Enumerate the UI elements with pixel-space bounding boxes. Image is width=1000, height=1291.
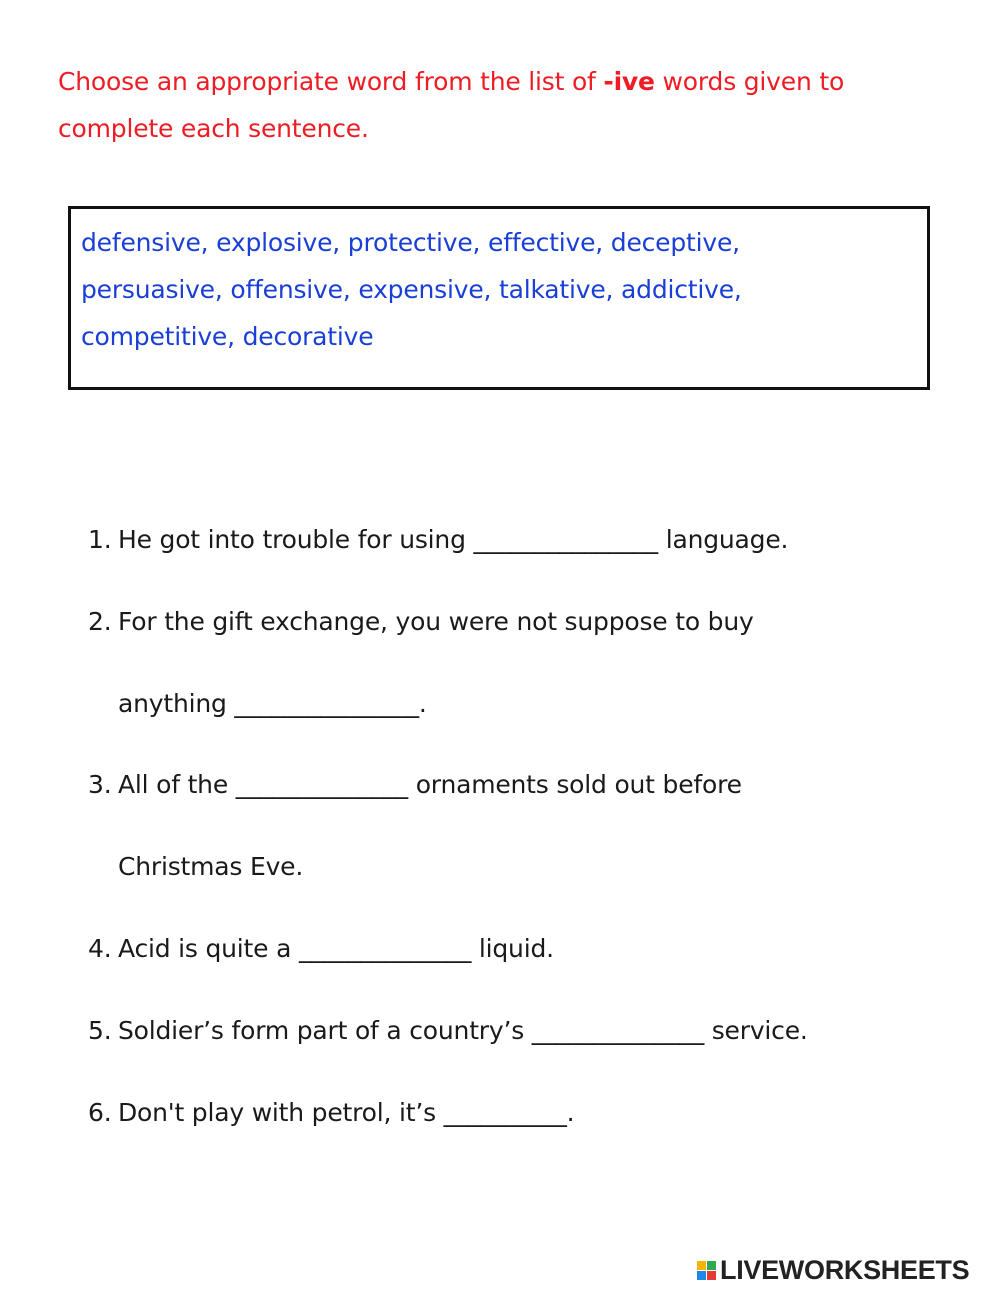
logo-square (697, 1271, 706, 1280)
question-1 (88, 520, 788, 560)
liveworksheets-logo (697, 1254, 969, 1286)
question-text: Don't play with petrol, it’s __________. (118, 1098, 575, 1127)
instructions-text (58, 58, 958, 152)
question-3-continuation: Christmas Eve. (118, 852, 304, 881)
question-6 (88, 1093, 574, 1133)
logo-square (707, 1271, 716, 1280)
instructions-suffix: -ive (603, 67, 655, 96)
word-bank-box (68, 206, 930, 390)
instructions-part2: words given to complete each sentence. (58, 67, 845, 143)
question-text: He got into trouble for using _______________ language. (118, 525, 789, 554)
instructions-part1: Choose an appropriate word from the list of (58, 67, 604, 96)
word-bank-list: defensive, explosive, protective, effective, deceptive, persuasive, offensive, expensive, talkative, addictive, competitive, decorative (81, 228, 742, 351)
logo-square (707, 1261, 716, 1270)
question-number: 4. (88, 934, 112, 963)
question-3 (88, 765, 742, 805)
question-text: All of the ______________ ornaments sold out before (118, 770, 742, 799)
question-text: Acid is quite a ______________ liquid. (118, 934, 554, 963)
question-text: For the gift exchange, you were not suppose to buy (118, 607, 754, 636)
question-2-continuation: anything _______________. (118, 689, 427, 718)
question-number: 2. (88, 607, 112, 636)
question-text: Soldier’s form part of a country’s ______________ service. (118, 1016, 808, 1045)
liveworksheets-logo-icon (697, 1261, 716, 1280)
question-number: 3. (88, 770, 112, 799)
logo-square (697, 1261, 706, 1270)
logo-text: LIVEWORKSHEETS (720, 1254, 970, 1285)
question-number: 6. (88, 1098, 112, 1127)
question-5 (88, 1011, 808, 1051)
question-2 (88, 602, 754, 642)
question-number: 5. (88, 1016, 112, 1045)
question-4 (88, 929, 554, 969)
question-number: 1. (88, 525, 112, 554)
